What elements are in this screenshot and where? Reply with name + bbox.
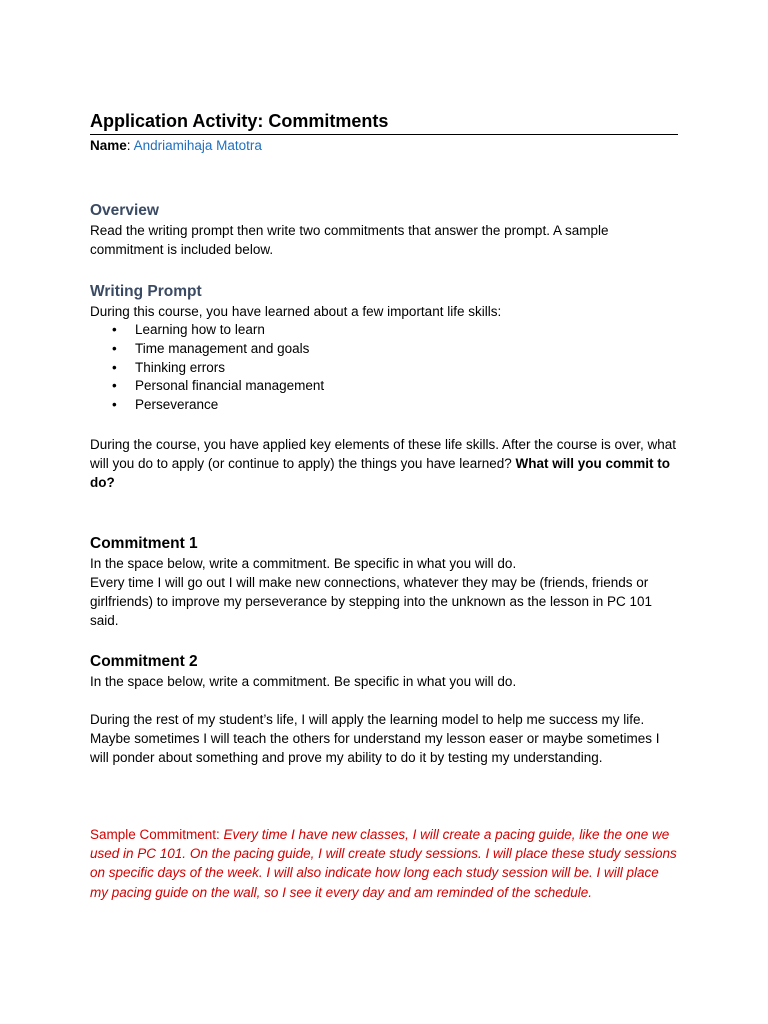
document-title: Application Activity: Commitments — [90, 110, 678, 135]
student-name: Andriamihaja Matotra — [133, 138, 262, 153]
writing-prompt-question: During the course, you have applied key elements of these life skills. After the course is over, what will you do to apply (or continue to apply) the things you have learned? What will you commit to do? — [90, 436, 677, 490]
bullet-icon: • — [112, 397, 117, 413]
document-page — [90, 110, 678, 902]
name-line — [90, 136, 678, 156]
list-item: • Time management and goals — [90, 340, 678, 359]
bullet-icon: • — [112, 359, 117, 375]
commitment-1-instruction: In the space below, write a commitment. Be specific in what you will do. — [90, 555, 517, 571]
name-label: Name — [90, 138, 127, 153]
overview-text: Read the writing prompt then write two commitments that answer the prompt. A sample commitment is included below. — [90, 223, 609, 257]
writing-prompt-intro: During this course, you have learned about a few important life skills: — [90, 304, 502, 319]
name-colon: : — [126, 138, 131, 153]
sample-commitment-text: Every time I have new classes, I will create a pacing guide, like the one we used in PC 101. On the pacing guide, I will create study sessions. I will place these study sessions on specific days of the week. I will also indicate how long each study session will be. I will place my pacing guide on the wall, so I see it every day and am reminded of the schedule. — [90, 826, 677, 900]
overview-heading: Overview — [90, 202, 159, 219]
bullet-icon: • — [112, 378, 117, 394]
list-item: • Learning how to learn — [90, 321, 678, 340]
list-item: • Perseverance — [90, 396, 678, 415]
writing-prompt-heading: Writing Prompt — [90, 283, 202, 300]
list-item: • Personal financial management — [90, 377, 678, 396]
commitment-1-heading: Commitment 1 — [90, 534, 198, 552]
bullet-icon: • — [112, 340, 117, 356]
list-item: • Thinking errors — [90, 359, 678, 378]
bullet-icon: • — [112, 322, 117, 337]
commitment-1-answer: Every time I will go out I will make new connections, whatever they may be (friends, friends or girlfriends) to improve my perseverance by stepping into the unknown as the lesson in PC 101 said. — [90, 574, 653, 628]
writing-prompt-question-bold: What will you commit to do? — [90, 455, 671, 490]
sample-commitment-label: Sample Commitment: — [90, 826, 224, 842]
commitment-2-answer: During the rest of my student’s life, I will apply the learning model to help me success my life. Maybe sometimes I will teach the others for understand my lesson easer or maybe sometimes I will ponder about something and prove my ability to do it by testing my understanding. — [90, 711, 660, 765]
sample-commitment — [90, 825, 678, 902]
commitment-2-heading: Commitment 2 — [90, 652, 198, 670]
life-skills-list — [90, 321, 678, 415]
commitment-2-instruction: In the space below, write a commitment. Be specific in what you will do. — [90, 673, 517, 689]
